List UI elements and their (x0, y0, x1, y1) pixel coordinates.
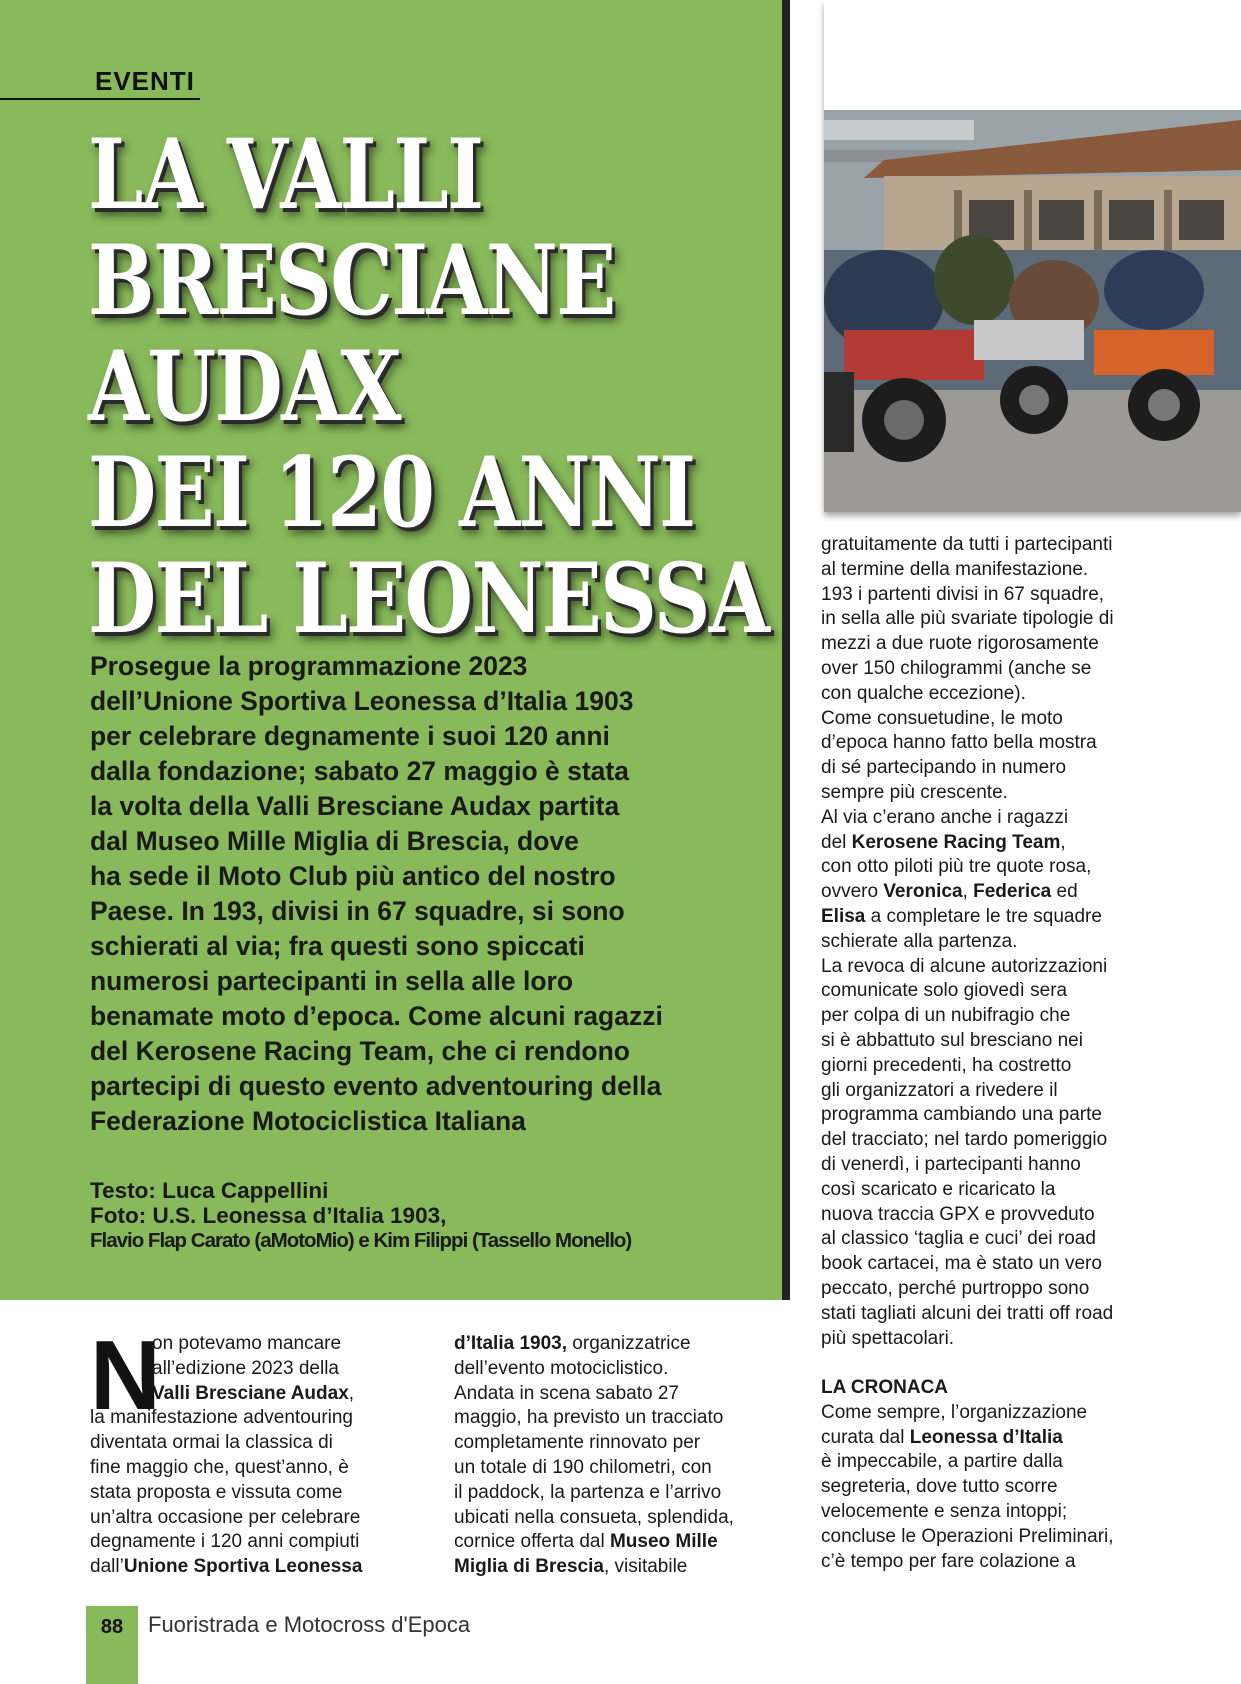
body-line: segreteria, dove tutto scorre (821, 1476, 1058, 1498)
body-line: più spettacolari. (821, 1327, 955, 1349)
body-line: 193 i partenti divisi in 67 squadre, (821, 583, 1105, 605)
body-line: un’altra occasione per celebrare (90, 1506, 361, 1528)
subheading: LA CRONACA (821, 1377, 949, 1399)
lead-line: benamate moto d’epoca. Come alcuni ragazzi (90, 1001, 663, 1031)
body-line: Miglia di Brescia, visitabile (454, 1556, 688, 1578)
drop-cap: N (90, 1320, 161, 1430)
body-column-2 (454, 1332, 784, 1580)
body-line: maggio, ha previsto un tracciato (454, 1407, 724, 1429)
body-line: c’è tempo per fare colazione a (821, 1550, 1076, 1572)
lead-line: dell’Unione Sportiva Leonessa d’Italia 1903 (90, 686, 634, 716)
body-line: si è abbattuto sul bresciano nei (821, 1029, 1083, 1051)
lead-line: Prosegue la programmazione 2023 (90, 651, 528, 681)
headline-line: BRESCIANE (88, 224, 615, 337)
body-line: Come sempre, l’organizzazione (821, 1401, 1088, 1423)
body-line: Come consuetudine, le moto (821, 707, 1063, 729)
body-line: concluse le Operazioni Preliminari, (821, 1525, 1114, 1547)
body-line: gli organizzatori a rivedere il (821, 1079, 1058, 1101)
body-line: diventata ormai la classica di (90, 1432, 333, 1454)
credits (90, 1178, 780, 1253)
body-line: al termine della manifestazione. (821, 558, 1089, 580)
body-line: stata proposta e vissuta come (90, 1481, 343, 1503)
body-line: sempre più crescente. (821, 781, 1008, 803)
lead-line: numerosi partecipanti in sella alle loro (90, 966, 574, 996)
body-line: di sé partecipando in numero (821, 757, 1067, 779)
body-line: al classico ‘taglia e cuci’ dei road (821, 1228, 1096, 1250)
body-line: così scaricato e ricaricato la (821, 1178, 1056, 1200)
body-line: con qualche eccezione). (821, 682, 1026, 704)
body-line: dall’Unione Sportiva Leonessa (90, 1556, 363, 1578)
body-column-1 (90, 1320, 420, 1580)
body-line: ovvero Veronica, Federica ed (821, 881, 1078, 903)
body-line: d’epoca hanno fatto bella mostra (821, 732, 1097, 754)
spacer (821, 1351, 1161, 1376)
lead-line: dalla fondazione; sabato 27 maggio è stata (90, 756, 629, 786)
body-line: gratuitamente da tutti i partecipanti (821, 534, 1113, 555)
headline-line: DEI 120 ANNI (88, 436, 695, 549)
body-line: velocemente e senza intoppi; (821, 1501, 1068, 1523)
body-line: per colpa di un nubifragio che (821, 1005, 1071, 1027)
headline-line: LA VALLI (88, 118, 483, 231)
lead-line: per celebrare degnamente i suoi 120 anni (90, 721, 610, 751)
lead-paragraph (90, 649, 760, 1139)
headline-line: DEL LEONESSA (88, 542, 769, 655)
body-line: con otto piloti più tre quote rosa, (821, 856, 1092, 878)
body-line: d’Italia 1903, organizzatrice (454, 1333, 691, 1354)
body-line: cornice offerta dal Museo Mille (454, 1531, 718, 1553)
lead-line: del Kerosene Racing Team, che ci rendono (90, 1036, 630, 1066)
lead-line: schierati al via; fra questi sono spiccati (90, 931, 585, 961)
body-line: dell’evento motociclistico. (454, 1357, 669, 1379)
body-line: il paddock, la partenza e l’arrivo (454, 1481, 722, 1503)
body-line: ubicati nella consueta, splendida, (454, 1506, 734, 1528)
body-line: completamente rinnovato per (454, 1432, 701, 1454)
body-line: peccato, perché purtroppo sono (821, 1277, 1090, 1299)
body-line: in sella alle più svariate tipologie di (821, 608, 1114, 630)
body-line: schierate alla partenza. (821, 930, 1018, 952)
body-line: un totale di 190 chilometri, con (454, 1456, 712, 1478)
headline (88, 118, 769, 655)
body-line: mezzi a due ruote rigorosamente (821, 633, 1099, 655)
body-line: book cartacei, ma è stato un vero (821, 1253, 1102, 1275)
body-line: Al via c’erano anche i ragazzi (821, 806, 1069, 828)
body-line: Andata in scena sabato 27 (454, 1382, 680, 1404)
lead-line: Federazione Motociclistica Italiana (90, 1106, 526, 1136)
headline-line: AUDAX (88, 330, 400, 443)
body-line: programma cambiando una parte (821, 1104, 1102, 1126)
photo-credit-names: Flavio Flap Carato (aMotoMio) e Kim Filippi (Tassello Monello) (90, 1229, 632, 1252)
magazine-name: Fuoristrada e Motocross d'Epoca (148, 1612, 471, 1637)
body-line: degnamente i 120 anni compiuti (90, 1531, 360, 1553)
text-credit: Testo: Luca Cappellini (90, 1178, 329, 1203)
body-line: Valli Bresciane Audax, (152, 1382, 355, 1404)
body-line: over 150 chilogrammi (anche se (821, 657, 1092, 679)
body-line: la manifestazione adventouring (90, 1407, 354, 1429)
body-line: curata dal Leonessa d’Italia (821, 1426, 1063, 1448)
body-line: stati tagliati alcuni dei tratti off road (821, 1302, 1114, 1324)
body-line: è impeccabile, a partire dalla (821, 1451, 1063, 1473)
lead-line: partecipi di questo evento adventouring della (90, 1071, 662, 1101)
photo-credit: Foto: U.S. Leonessa d’Italia 1903, (90, 1203, 447, 1228)
body-line: La revoca di alcune autorizzazioni (821, 955, 1108, 977)
panel-divider (782, 0, 790, 1300)
event-photo (824, 0, 1241, 512)
body-line: nuova traccia GPX e provveduto (821, 1203, 1095, 1225)
body-column-3 (821, 533, 1161, 1574)
lead-line: la volta della Valli Bresciane Audax partita (90, 791, 620, 821)
body-line: di venerdì, i partecipanti hanno (821, 1153, 1081, 1175)
body-line: fine maggio che, quest’anno, è (90, 1456, 349, 1478)
lead-line: Paese. In 193, divisi in 67 squadre, si sono (90, 896, 625, 926)
body-line: Elisa a completare le tre squadre (821, 905, 1102, 927)
body-line: comunicate solo giovedì sera (821, 980, 1068, 1002)
body-line: all’edizione 2023 della (152, 1357, 339, 1379)
lead-line: dal Museo Mille Miglia di Brescia, dove (90, 826, 579, 856)
paddock-photo-illustration (824, 0, 1241, 512)
section-label: EVENTI (95, 66, 195, 96)
body-line: del Kerosene Racing Team, (821, 831, 1066, 853)
section-rule (0, 98, 200, 100)
page-number: 88 (100, 1616, 124, 1638)
lead-line: ha sede il Moto Club più antico del nostro (90, 861, 616, 891)
body-line: del tracciato; nel tardo pomeriggio (821, 1129, 1108, 1151)
body-line: giorni precedenti, ha costretto (821, 1054, 1072, 1076)
body-line: on potevamo mancare (152, 1333, 342, 1354)
